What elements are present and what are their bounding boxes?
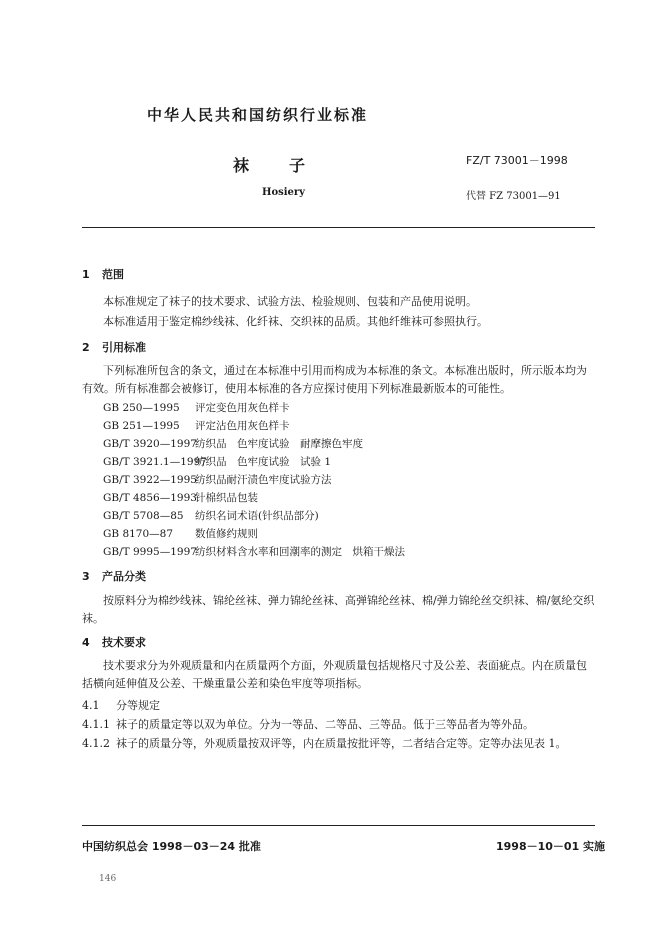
reference-title: 评定变色用灰色样卡 [195, 402, 290, 414]
reference-item [103, 472, 332, 487]
paragraph: 本标准适用于鉴定棉纱线袜、化纤袜、交织袜的品质。其他纤维袜可参照执行。 [103, 315, 488, 328]
clause-number: 4.1.1 [82, 718, 110, 731]
paragraph: 技术要求分为外观质量和内在质量两个方面，外观质量包括规格尺寸及公差、表面疵点。内在质量包括横向延伸值及公差、干燥重量公差和染色牢度等项指标。 [82, 659, 587, 690]
section-number: 4 [82, 636, 90, 649]
section-heading-2 [82, 339, 146, 355]
reference-title: 纺织品耐汗渍色牢度试验方法 [195, 474, 332, 486]
supersedes-note: 代替 FZ 73001—91 [466, 191, 561, 202]
paragraph: 按原料分为棉纱线袜、锦纶丝袜、弹力锦纶丝袜、高弹锦纶丝袜、棉/弹力锦纶丝交织袜、棉/氨纶交织袜。 [82, 594, 595, 625]
reference-item [103, 490, 258, 505]
reference-title: 纺织材料含水率和回潮率的测定 烘箱干燥法 [195, 546, 405, 558]
section-title: 范围 [102, 268, 124, 281]
section-title: 产品分类 [102, 570, 146, 583]
reference-item [103, 454, 331, 469]
reference-item [103, 544, 405, 559]
reference-code: GB/T 3922—1995 [103, 474, 197, 486]
header-divider [82, 227, 595, 228]
section-heading-1 [82, 266, 124, 282]
reference-code: GB 250—1995 [103, 402, 180, 414]
reference-code: GB/T 3921.1—1997 [103, 456, 207, 468]
section-heading-3 [82, 568, 146, 584]
document-subtitle: Hosiery [262, 187, 305, 198]
implementation-date: 1998－10－01 实施 [496, 840, 606, 853]
reference-code: GB/T 9995—1997 [103, 546, 197, 558]
reference-title: 纺织名词术语(针织品部分) [195, 510, 319, 522]
reference-title: 纺织品 色牢度试验 耐摩擦色牢度 [195, 438, 363, 450]
section-title: 引用标准 [102, 341, 146, 354]
reference-title: 针棉织品包装 [195, 492, 258, 504]
approval-date: 中国纺织总会 1998－03－24 批准 [82, 840, 261, 853]
clause-text: 袜子的质量分等，外观质量按双评等，内在质量按批评等，二者结合定等。定等办法见表 1。 [116, 737, 567, 750]
document-title: 袜子 [233, 156, 346, 175]
reference-item [103, 400, 290, 415]
section-number: 3 [82, 570, 90, 583]
clause-item [82, 735, 567, 751]
paragraph: 下列标准所包含的条文，通过在本标准中引用而构成为本标准的条文。本标准出版时，所示版本均为有效。所有标准都会被修订，使用本标准的各方应探讨使用下列标准最新版本的可能性。 [82, 364, 587, 395]
reference-item [103, 508, 319, 523]
reference-title: 纺织品 色牢度试验 试验 1 [195, 456, 332, 468]
reference-code: GB/T 3920—1997 [103, 438, 197, 450]
section-title: 技术要求 [102, 636, 146, 649]
page-number: 146 [99, 874, 117, 884]
reference-code: GB/T 5708—85 [103, 510, 184, 522]
reference-item [103, 436, 363, 451]
clause-text: 分等规定 [116, 699, 160, 712]
clause-text: 袜子的质量定等以双为单位。分为一等品、二等品、三等品。低于三等品者为等外品。 [116, 718, 534, 731]
reference-item [103, 418, 290, 433]
reference-title: 评定沾色用灰色样卡 [195, 420, 290, 432]
clause-number: 4.1 [82, 699, 100, 712]
reference-code: GB 8170—87 [103, 528, 174, 540]
clause-item [82, 697, 160, 713]
reference-item [103, 526, 258, 541]
reference-title: 数值修约规则 [195, 528, 258, 540]
reference-code: GB/T 4856—1993 [103, 492, 197, 504]
standard-number: FZ/T 73001－1998 [466, 154, 568, 167]
section-number: 1 [82, 268, 90, 281]
reference-code: GB 251—1995 [103, 420, 180, 432]
clause-number: 4.1.2 [82, 737, 110, 750]
issuing-org-title: 中华人民共和国纺织行业标准 [147, 106, 369, 124]
footer-divider [82, 825, 595, 826]
section-number: 2 [82, 341, 90, 354]
section-heading-4 [82, 634, 146, 650]
clause-item [82, 716, 534, 732]
paragraph: 本标准规定了袜子的技术要求、试验方法、检验规则、包装和产品使用说明。 [103, 295, 477, 308]
